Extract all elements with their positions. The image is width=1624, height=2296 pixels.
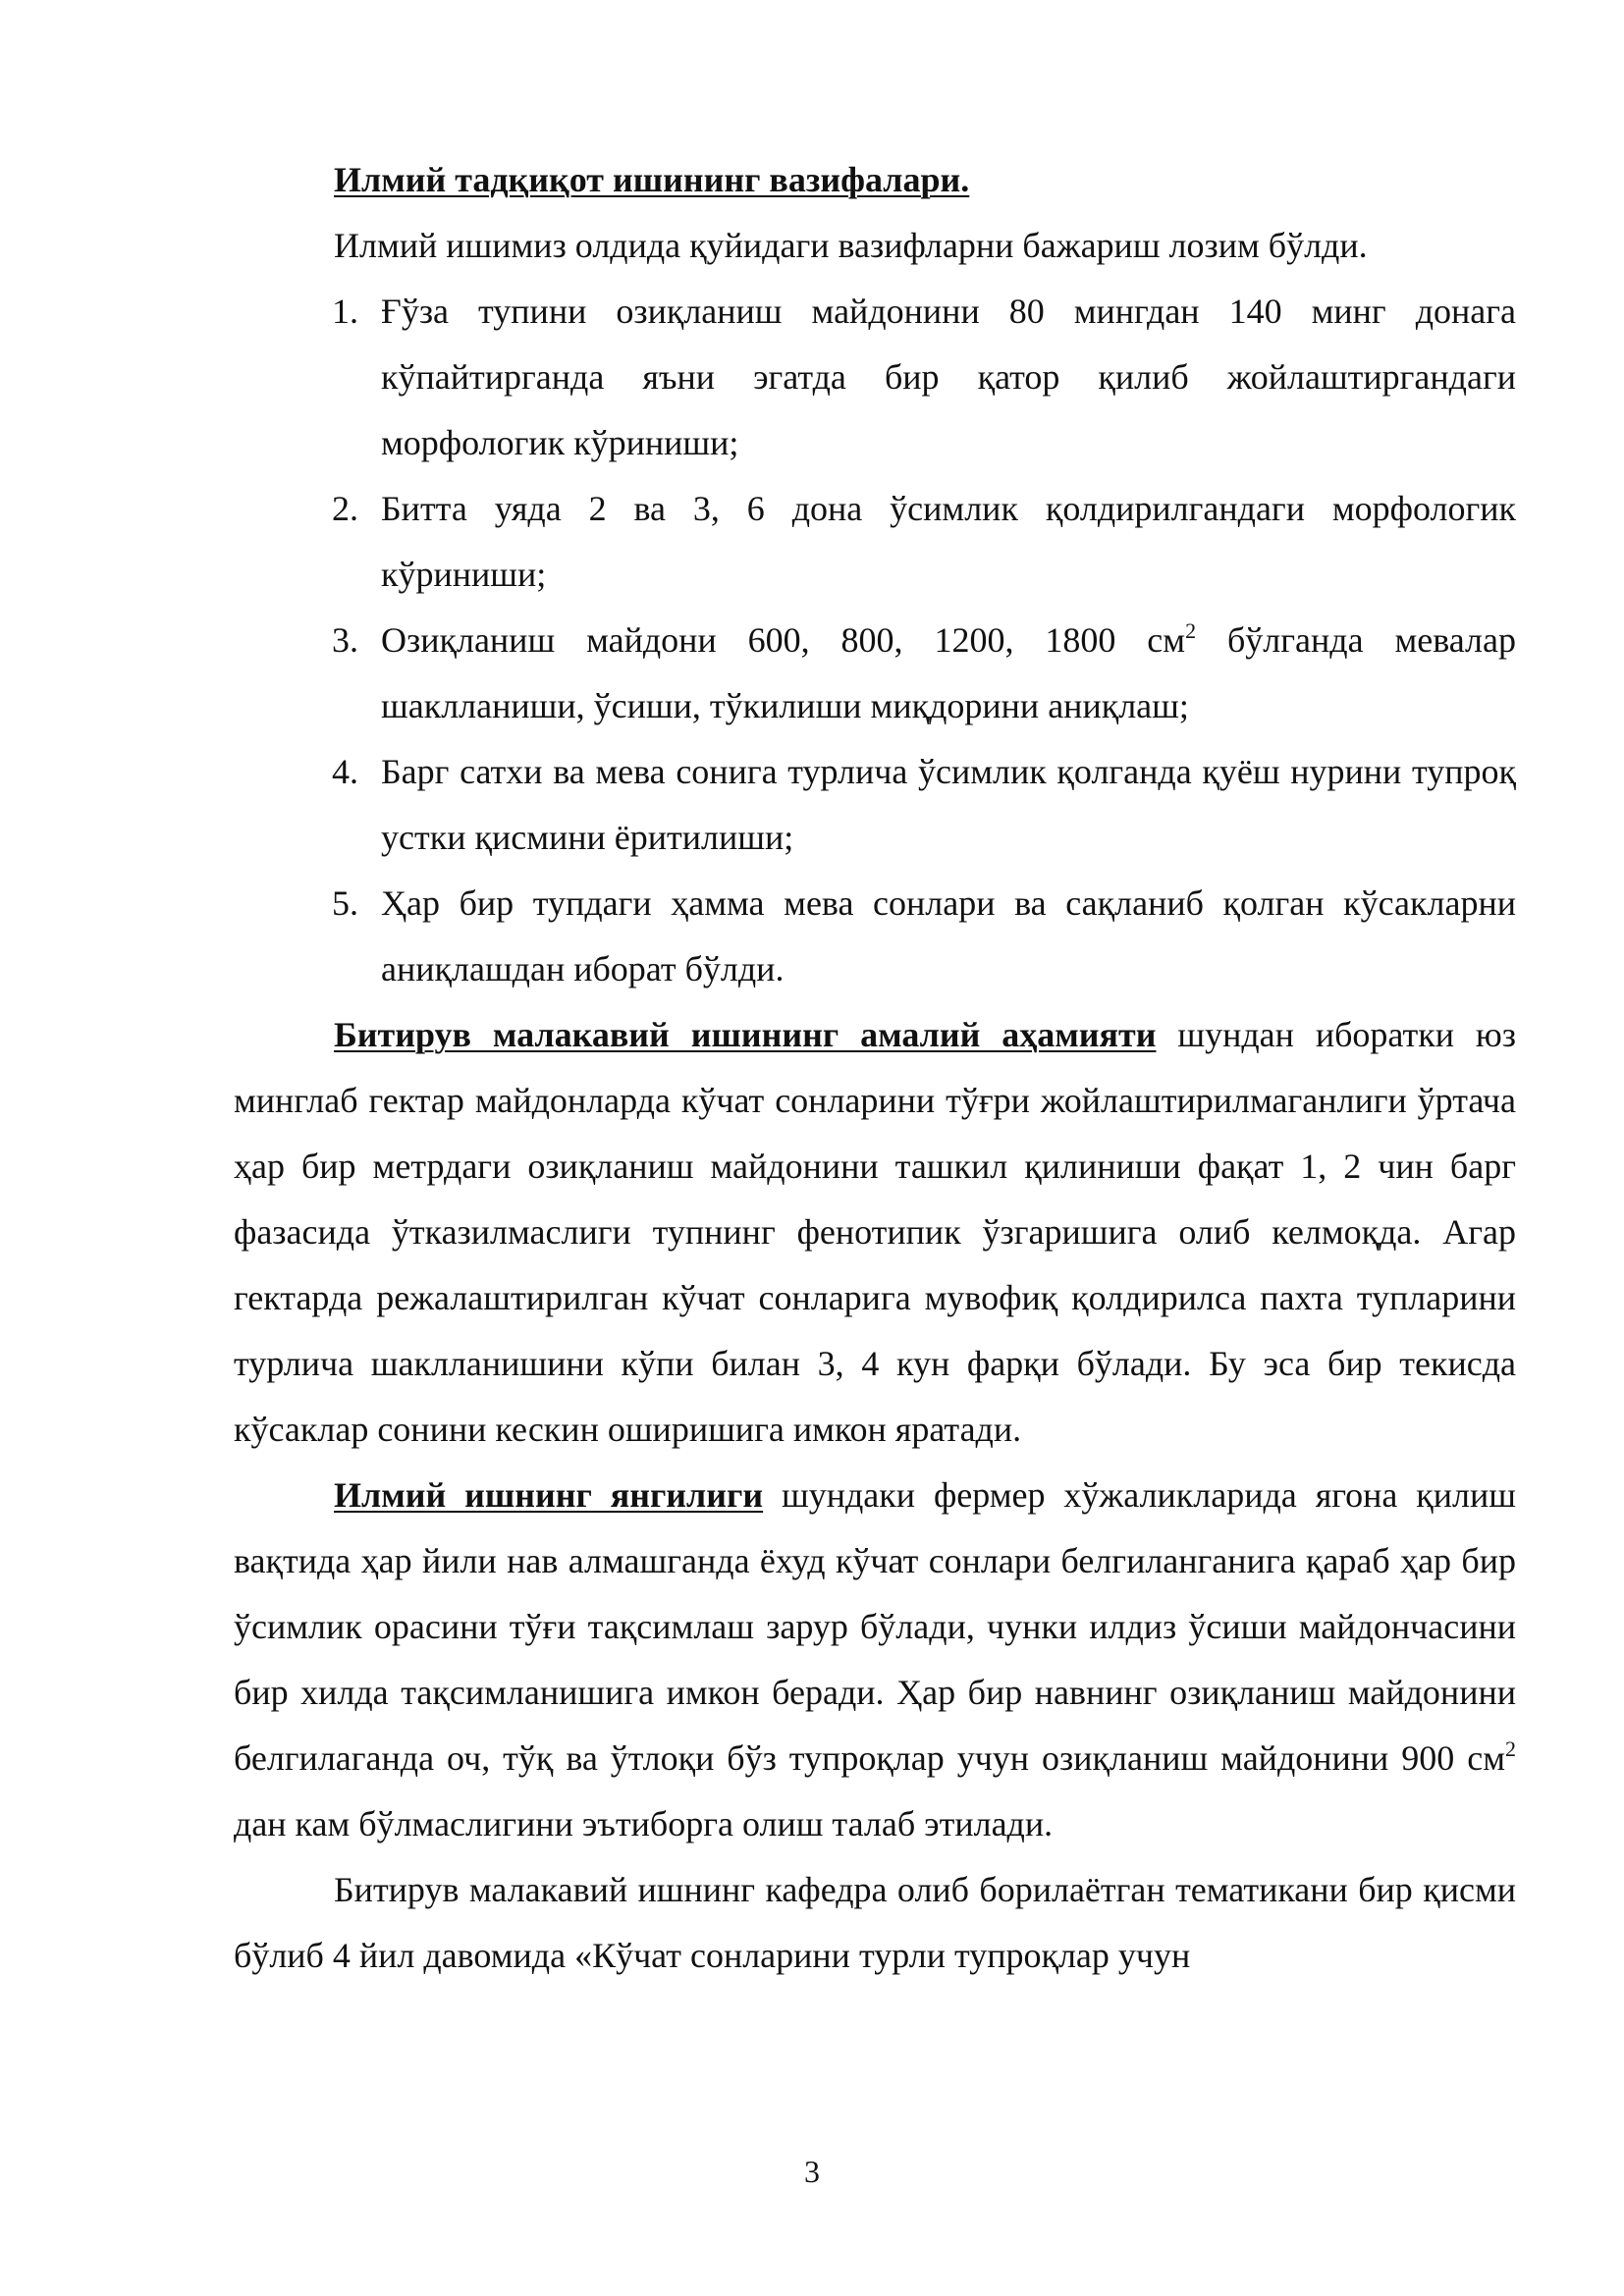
list-item-number: 4. [332,752,358,791]
tasks-list [234,279,1516,1002]
list-item-text: Битта уяда 2 ва 3, 6 дона ўсимлик қолдирилгандаги морфологик кўриниши; [381,489,1516,594]
list-item [332,279,1516,476]
list-item [332,739,1516,871]
novelty-text-continued: дан кам бўлмаслигини эътиборга олиш талаб этилади. [234,1804,1054,1843]
list-item [332,608,1517,739]
list-item [332,476,1516,608]
list-item-number: 2. [332,489,358,528]
superscript: 2 [1185,618,1197,643]
page-number: 3 [804,2154,820,2189]
list-item-text-continued: бўлганда мевалар шаклланиши, ўсиши, тўкилиши миқдорини аниқлаш; [381,620,1517,725]
tasks-intro: Илмий ишимиз олдида қуйидаги вазифларни бажариш лозим бўлди. [334,226,1368,265]
novelty-heading: Илмий ишнинг янгилиги [334,1475,764,1515]
novelty-text: шундаки фермер хўжаликларида ягона қилиш вақтида ҳар йили нав алмашганда ёхуд кўчат сонлари белгиланганига қараб ҳар бир ўсимлик орасини тўғи тақсимлаш зарур бўлади, чунки илдиз ўсиши майдончасини бир хилда тақсимланишига имкон беради. Ҳар бир навнинг озиқланиш майдонини белгилаганда оч, тўқ ва ўтлоқи бўз тупроқлар учун озиқланиш майдонини 900 см [234,1475,1516,1778]
list-item-text: Ғўза тупини озиқланиш майдонини 80 мингдан 140 минг донага кўпайтирганда яъни эгатда бир қатор қилиб жойлаштиргандаги морфологик кўриниши; [381,292,1516,462]
list-item [332,871,1516,1002]
list-item-number: 1. [332,292,358,331]
document-page [234,147,1516,1989]
list-item-text: Барг сатхи ва мева сонига турлича ўсимлик қолганда қуёш нурини тупроқ устки қисмини ёритилиши; [381,752,1516,857]
practical-significance-text: шундан иборатки юз минглаб гектар майдонларда кўчат сонларини тўғри жойлаштирилмаганлиги ўртача ҳар бир метрдаги озиқланиш майдонини ташкил қилиниши фақат 1, 2 чин барг фазасида ўтказилмаслиги тупнинг фенотипик ўзгаришига олиб келмоқда. Агар гектарда режалаштирилган кўчат сонларига мувофиқ қолдирилса пахта тупларини турлича шаклланишини кўпи билан 3, 4 кун фарқи бўлади. Бу эса бир текисда кўсаклар сонини кескин оширишига имкон яратади. [234,1015,1516,1449]
practical-significance-paragraph [234,1002,1516,1463]
tasks-heading: Илмий тадқиқот ишининг вазифалари. [334,160,970,199]
list-item-text: Ҳар бир тупдаги ҳамма мева сонлари ва сақланиб қолган кўсакларни аниқлашдан иборат бўлди. [381,883,1516,988]
practical-significance-heading: Битирув малакавий ишининг амалий аҳамияти [334,1015,1157,1054]
list-item-number: 3. [332,620,358,660]
final-paragraph: Битирув малакавий ишнинг кафедра олиб борилаётган тематикани бир қисми бўлиб 4 йил давомида «Кўчат сонларини турли тупроқлар учун [234,1870,1516,1975]
superscript: 2 [1505,1736,1516,1761]
list-item-text: Озиқланиш майдони 600, 800, 1200, 1800 см [381,620,1186,660]
section-heading [234,147,1516,213]
novelty-paragraph [234,1463,1516,1857]
list-item-number: 5. [332,883,358,923]
